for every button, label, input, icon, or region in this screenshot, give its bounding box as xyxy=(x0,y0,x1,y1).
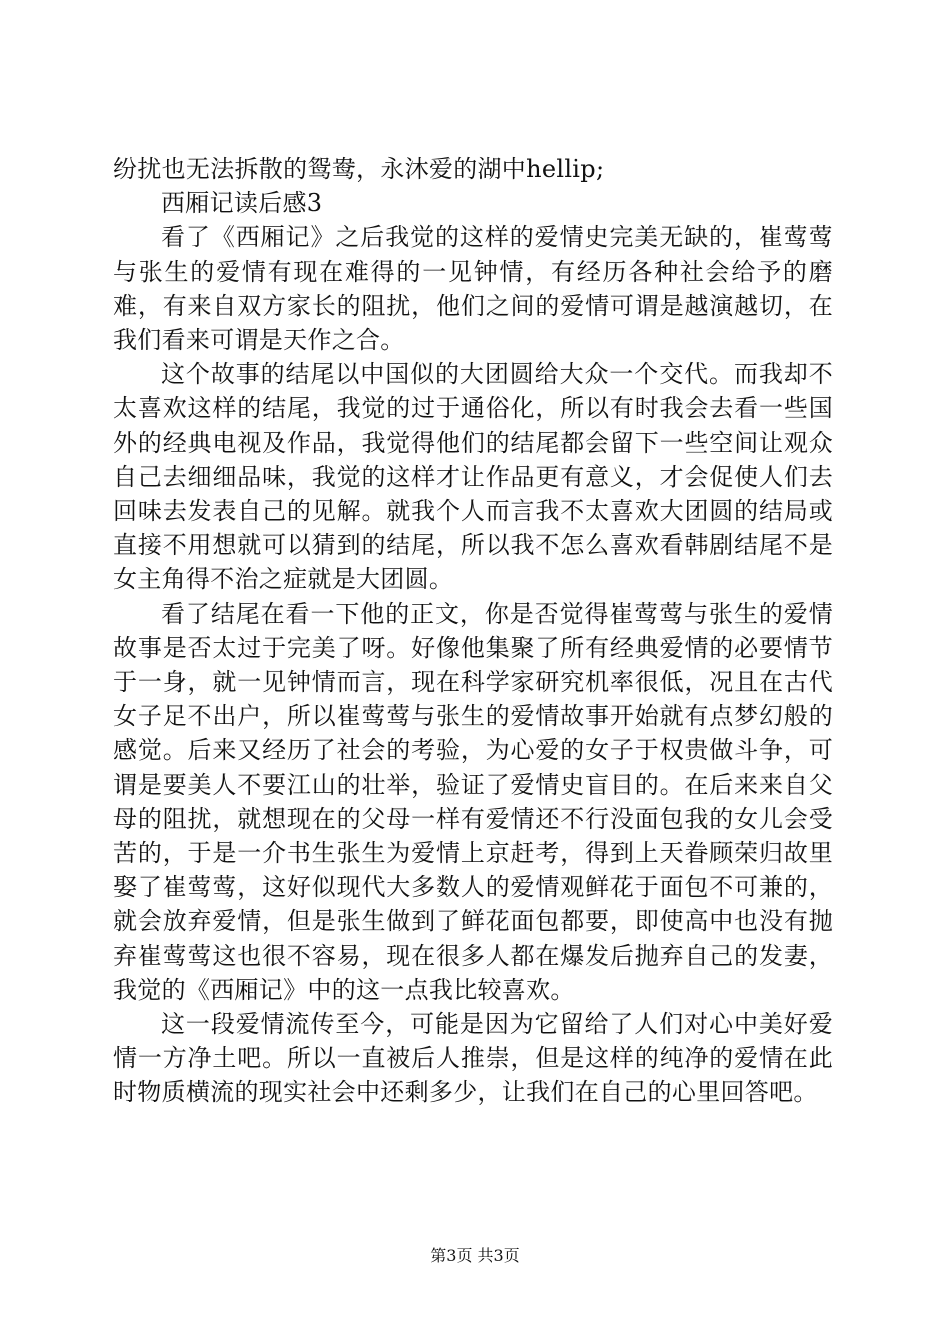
paragraph: 看了结尾在看一下他的正文，你是否觉得崔莺莺与张生的爱情故事是否太过于完美了呀。好像他集聚了所有经典爱情的必要情节于一身，就一见钟情而言，现在科学家研究机率很低，况且在古代女子足不出户，所以崔莺莺与张生的爱情故事开始就有点梦幻般的感觉。后来又经历了社会的考验，为心爱的女子于权贵做斗争，可谓是要美人不要江山的壮举，验证了爱情史盲目的。在后来来自父母的阻扰，就想现在的父母一样有爱情还不行没面包我的女儿会受苦的，于是一介书生张生为爱情上京赶考，得到上天眷顾荣归故里娶了崔莺莺，这好似现代大多数人的爱情观鲜花于面包不可兼的，就会放弃爱情，但是张生做到了鲜花面包都要，即使高中也没有抛弃崔莺莺这也很不容易，现在很多人都在爆发后抛弃自己的发妻，我觉的《西厢记》中的这一点我比较喜欢。 xyxy=(113,599,833,1004)
paragraph: 这一段爱情流传至今，可能是因为它留给了人们对心中美好爱情一方净土吧。所以一直被后人推崇，但是这样的纯净的爱情在此时物质横流的现实社会中还剩多少，让我们在自己的心里回答吧。 xyxy=(113,1010,833,1107)
paragraph: 看了《西厢记》之后我觉的这样的爱情史完美无缺的，崔莺莺与张生的爱情有现在难得的一见钟情，有经历各种社会给予的磨难，有来自双方家长的阻扰，他们之间的爱情可谓是越演越切，在我们看来可谓是天作之合。 xyxy=(113,223,833,355)
paragraph-continuation: 纷扰也无法拆散的鸳鸯，永沐爱的湖中hellip; xyxy=(113,155,605,183)
section-heading: 西厢记读后感3 xyxy=(161,189,323,218)
paragraph: 这个故事的结尾以中国似的大团圆给大众一个交代。而我却不太喜欢这样的结尾，我觉的过于通俗化，所以有时我会去看一些国外的经典电视及作品，我觉得他们的结尾都会留下一些空间让观众自己去细细品味，我觉的这样才让作品更有意义，才会促使人们去回味去发表自己的见解。就我个人而言我不太喜欢大团圆的结局或直接不用想就可以猜到的结尾，所以我不怎么喜欢看韩剧结尾不是女主角得不治之症就是大团圆。 xyxy=(113,360,833,594)
page-number-footer: 第3页 共3页 xyxy=(430,1246,520,1265)
document-body xyxy=(113,152,833,1110)
